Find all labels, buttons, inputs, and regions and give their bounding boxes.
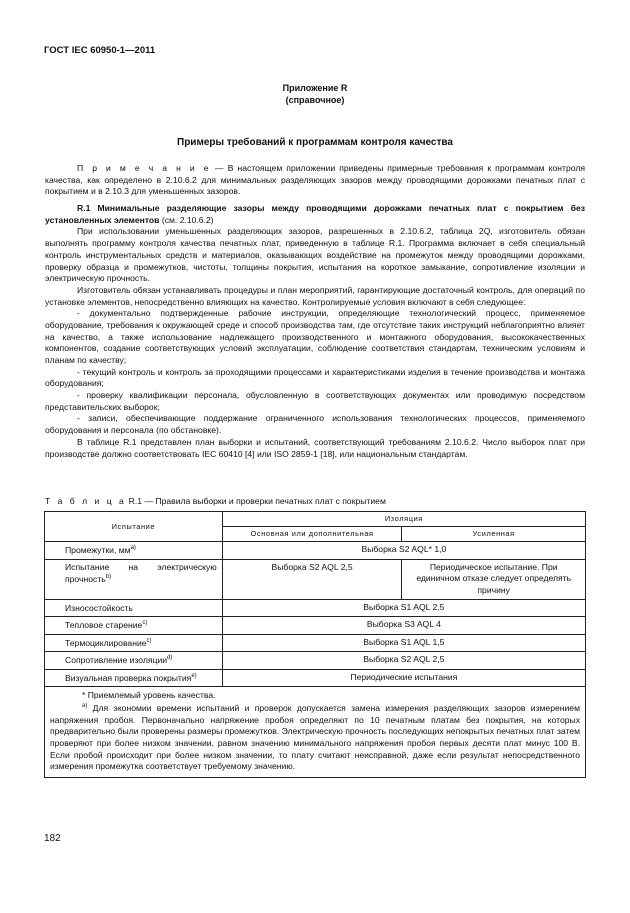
test-cell: Термоциклирование$^{c)}$ <box>45 634 223 652</box>
table-header-row <box>45 512 586 527</box>
test-cell: Визуальная проверка покрытия$^{e)}$ <box>45 669 223 687</box>
table-notes-row <box>45 687 586 778</box>
list-item: - проверку квалификации персонала, обусловленную в соответствующих документах или проводимую посредством представительских выборок; <box>45 390 585 412</box>
test-cell: Износостойкость <box>45 599 223 617</box>
list-item: - записи, обеспечивающие поддержание ограниченного использования технологических процессов, применяемого оборудования и персонала (по обстановке). <box>45 413 585 436</box>
section-heading <box>45 203 585 226</box>
test-cell: Сопротивление изоляции$^{d)}$ <box>45 652 223 670</box>
table-notes <box>45 687 586 778</box>
list-item: - текущий контроль и контроль за проходящими процессами и характеристиками изделия в течение производства и монтажа оборудования; <box>45 366 585 389</box>
note-text: — В настоящем приложении приведены примерные требования к программам контроля качества, как определено в 2.10.6.2 для минимальных разделяющих зазоров между проводящими дорожками печатных плат с покрытием и в 2.10.3 для уменьшенных зазоров. <box>45 163 585 197</box>
sampling-cell: Выборка S2 AQL* 1,0 <box>222 542 585 560</box>
table-row <box>45 669 586 687</box>
test-cell: Промежутки, $мм^{а)}$ <box>45 542 223 560</box>
sampling-cell-basic: Выборка S2 AQL 2,5 <box>222 559 402 599</box>
note-paragraph <box>45 163 585 198</box>
note-star: * Приемлемый уровень качества. <box>82 690 216 701</box>
paragraph: Изготовитель обязан устанавливать процедуры и план мероприятий, гарантирующие достаточный контроль, для операций по установке элементов, непосредственно влияющих на качество. Контролируемые условия включают в себя следующее: <box>45 284 585 307</box>
paragraph: При использовании уменьшенных разделяющих зазоров, разрешенных в 2.10.6.2, таблица 2Q, изготовитель обязан выполнять программу контроля качества печатных плат, приведенную в таблице R.1. Программа включает в себя специальный контроль инструментальных средств и материалов, оказывающих воздействие на промежуток между проводящими дорожками, проверку образца и промежутков, чистоты, толщины покрытия, испытания на короткое замыкание, сопротивление изоляции и электрическую прочность. <box>45 226 585 284</box>
section-heading-text: R.1 Минимальные разделяющие зазоры между проводящими дорожками печатных плат с покрытием без установленных элементов <box>45 203 585 225</box>
note-a: $^{а)}$ Для экономии времени испытаний и проверок допускается замена измерения разделяющих зазоров измерением напряжения пробоя. Первоначально напряжение пробоя определяют по 10 печатным платам без покрытия, на которых предварительно были проверены размеры промежутков. Электрическую прочность последующих непокрытых печатных плат затем проверяют при более низком значении, равном значению минимального напряжения пробоя первых десяти плат минус 100 В. Если пробой происходит при более низком значении, то плату считают неисправной, даже если результат непосредственного измерения промежутка соответствует требуемому значению. <box>50 703 580 772</box>
sampling-cell: Выборка S2 AQL 2,5 <box>222 652 585 670</box>
note-label: П р и м е ч а н и е <box>77 163 211 173</box>
table-row <box>45 617 586 635</box>
sampling-cell: Выборка S1 AQL 2,5 <box>222 599 585 617</box>
table-caption-label: Т а б л и ц а <box>45 496 127 506</box>
test-cell: Тепловое старение$^{c)}$ <box>45 617 223 635</box>
header-basic: Основная или дополнительная <box>222 527 402 542</box>
table-row <box>45 559 586 599</box>
annex-heading <box>0 82 630 106</box>
header-reinforced: Усиленная <box>402 527 586 542</box>
page-number: 182 <box>44 833 61 844</box>
paragraph: В таблице R.1 представлен план выборки и испытаний, соответствующий требованиям 2.10.6.2. Число выборок плат при производстве должно соответствовать IEC 60410 [4] или ISO 2859-1 [18], или национальным стандартам. <box>45 436 585 459</box>
sampling-cell: Выборка S3 AQL 4 <box>222 617 585 635</box>
sampling-cell-reinforced: Периодическое испытание. При единичном отказе следует определять причину <box>402 559 586 599</box>
section-heading-ref: (см. 2.10.6.2) <box>159 214 214 225</box>
table-row <box>45 634 586 652</box>
table-caption-text: R.1 — Правила выборки и проверки печатных плат с покрытием <box>126 496 386 506</box>
sampling-cell: Периодические испытания <box>222 669 585 687</box>
header-insulation: Изоляция <box>222 512 585 527</box>
body-text <box>45 163 585 460</box>
table-row <box>45 542 586 560</box>
sampling-cell: Выборка S1 AQL 1,5 <box>222 634 585 652</box>
list-item: - документально подтвержденные рабочие инструкции, определяющие технологический процесс, применяемое оборудование, требования к окружающей среде и способ производства там, где отсутствие таких инструкций неблагоприятно влияет на качество, а также использование надлежащего производственного и монтажного оборудования, высококачественных компонентов, создание соответствующих условий эксплуатации, соблюдение соответствия стандартам, техническим условиям и планам по качеству; <box>45 308 585 365</box>
table-row <box>45 652 586 670</box>
test-cell: Испытание на электрическую прочность$^{b)}$ <box>45 559 223 599</box>
annex-type: (справочное) <box>285 95 345 106</box>
annex-title: Примеры требований к программам контроля качества <box>177 137 453 148</box>
table-row <box>45 599 586 617</box>
table-caption <box>45 496 386 508</box>
annex-label: Приложение R <box>282 83 348 93</box>
document-header: ГОСТ IEC 60950-1—2011 <box>44 45 156 56</box>
header-test: Испытание <box>45 512 223 542</box>
sampling-table <box>44 511 586 778</box>
